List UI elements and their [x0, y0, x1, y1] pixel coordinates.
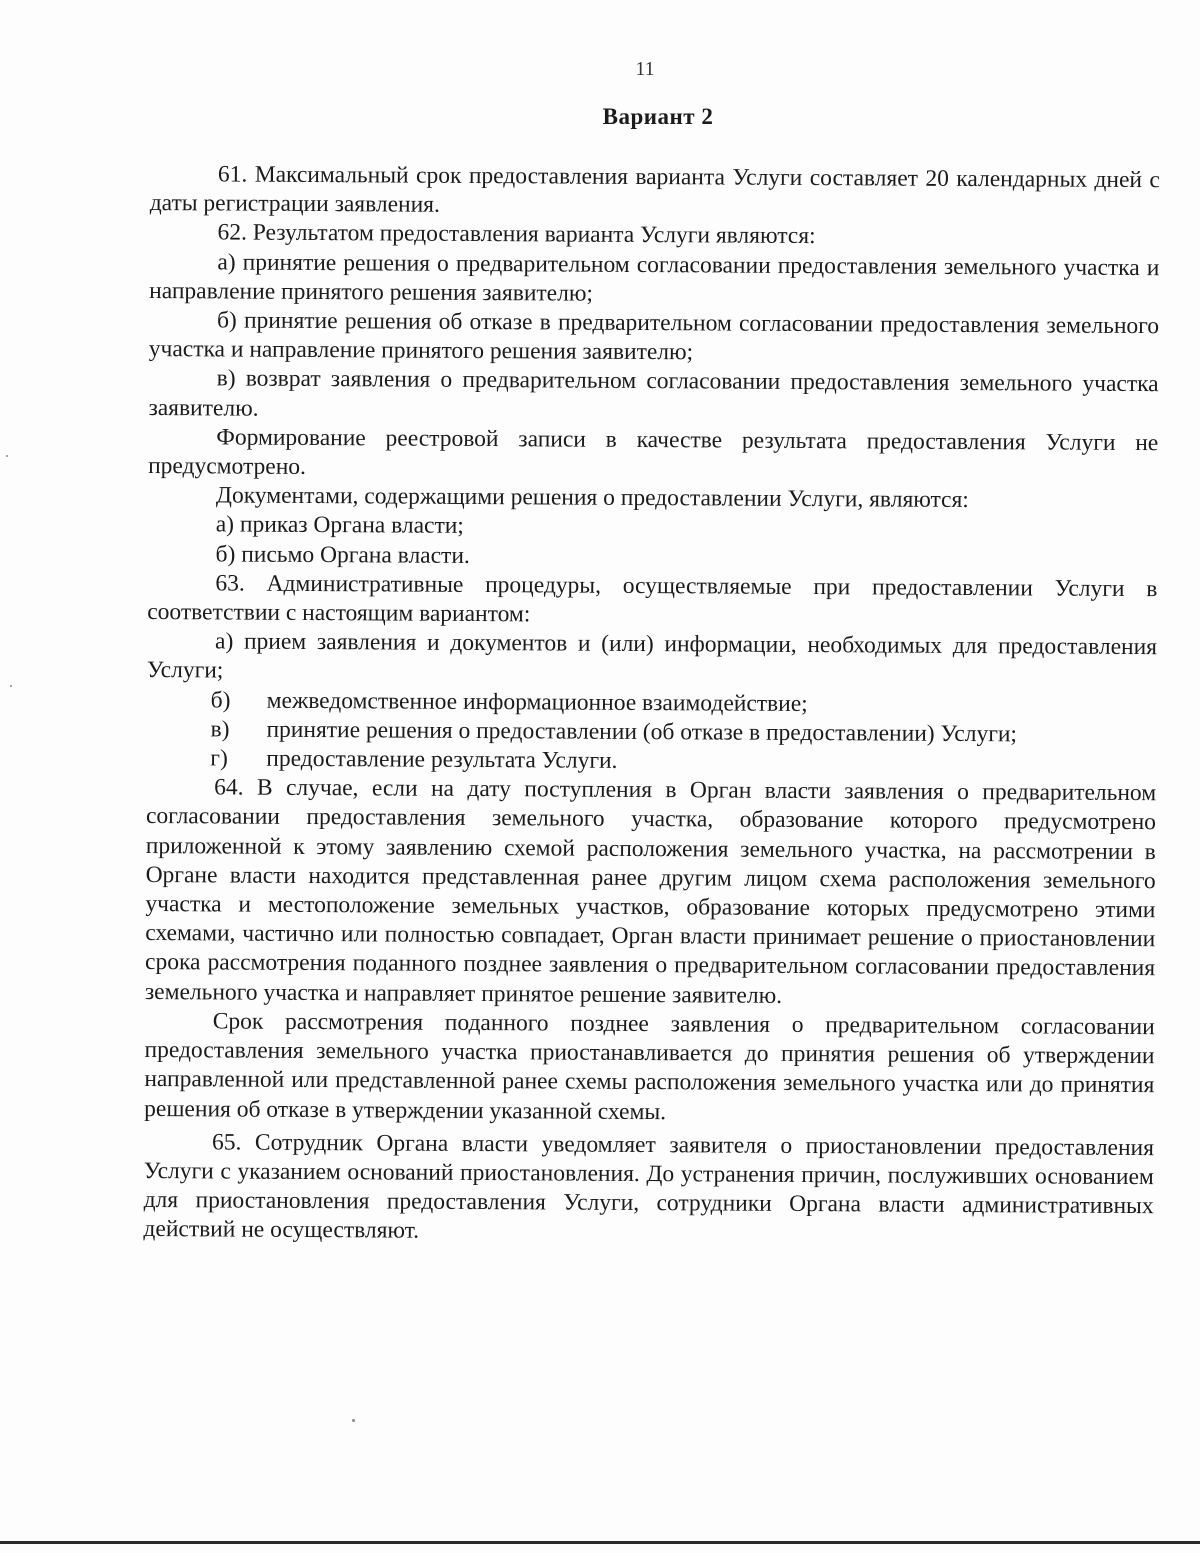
scan-speck	[352, 1419, 355, 1422]
paragraph-62-item-a: а) принятие решения о предварительном согласовании предоставления земельного участка и направление принятого решения заявителю;	[149, 249, 1160, 307]
paragraph-documents-item-a: а) приказ Органа власти;	[215, 511, 464, 540]
paragraph-62-item-v: в) возврат заявления о предварительном согласовании предоставления земельного участка заявителю.	[148, 365, 1159, 422]
list-marker: в)	[210, 716, 230, 743]
document-body	[143, 160, 1160, 1251]
list-item-text: предоставление результата Услуги.	[266, 745, 618, 774]
paragraph-65: 65. Сотрудник Органа власти уведомляет заявителя о приостановлении предоставления Услуги с указанием оснований приостановления. До устранения причин, послуживших основанием для приостановления предоставления Услуги, сотрудники Органа власти административных действий не осуществляют.	[143, 1129, 1155, 1244]
paragraph-documents-item-b: б) письмо Органа власти.	[215, 541, 470, 569]
paragraph-62-item-b: б) принятие решения об отказе в предварительном согласовании предоставления земельного участка и направление принятого решения заявителю;	[148, 307, 1160, 366]
paragraph-62: 62. Результатом предоставления варианта Услуги являются:	[217, 219, 816, 250]
scan-speck	[10, 685, 12, 687]
list-item-text: межведомственное информационное взаимодействие;	[266, 687, 808, 717]
paragraph-decision-documents: Документами, содержащими решения о предоставлении Услуги, являются:	[215, 482, 969, 514]
section-heading: Вариант 2	[602, 104, 714, 129]
paragraph-63: 63. Административные процедуры, осуществляемые при предоставлении Услуги в соответствии с настоящим вариантом:	[147, 570, 1158, 628]
scan-bottom-edge	[0, 1541, 1200, 1544]
list-marker: б)	[210, 687, 231, 714]
paragraph-64: 64. В случае, если на дату поступления в Орган власти заявления о предварительном согласовании предоставления земельного участка, образование которого предусмотрено приложенной к этому заявлению схемой расположения земельного участка, на рассмотрении в Органе власти находится представленная ранее другим лицом схема расположения земельного участка и местоположение земельных участков, образование которых предусмотрено этими схемами, частично или полностью совпадает, Орган власти принимает решение о приостановлении срока рассмотрения поданного позднее заявления о предварительном согласовании предоставления земельного участка и направляет принятое решение заявителю.	[144, 774, 1157, 1009]
list-item-text: принятие решения о предоставлении (об отказе в предоставлении) Услуги;	[266, 716, 1018, 748]
page-number: 11	[635, 58, 655, 80]
list-marker: г)	[210, 745, 228, 772]
paragraph-63-item-a: а) прием заявления и документов и (или) информации, необходимых для предоставления Услуги;	[146, 628, 1158, 684]
scan-speck	[6, 455, 8, 457]
paragraph-registry-record: Формирование реестровой записи в качестве результата предоставления Услуги не предусмотрено.	[148, 424, 1159, 480]
paragraph-61: 61. Максимальный срок предоставления варианта Услуги составляет 20 календарных дней с даты регистрации заявления.	[149, 161, 1160, 218]
paragraph-64-suspension-term: Срок рассмотрения поданного позднее заявления о предварительном согласовании предоставления земельного участка приостанавливается до принятия решения об утверждении направленной или представленной ранее схемы расположения земельного участка или до принятия решения об отказе в утверждении указанной схемы.	[144, 1008, 1155, 1125]
